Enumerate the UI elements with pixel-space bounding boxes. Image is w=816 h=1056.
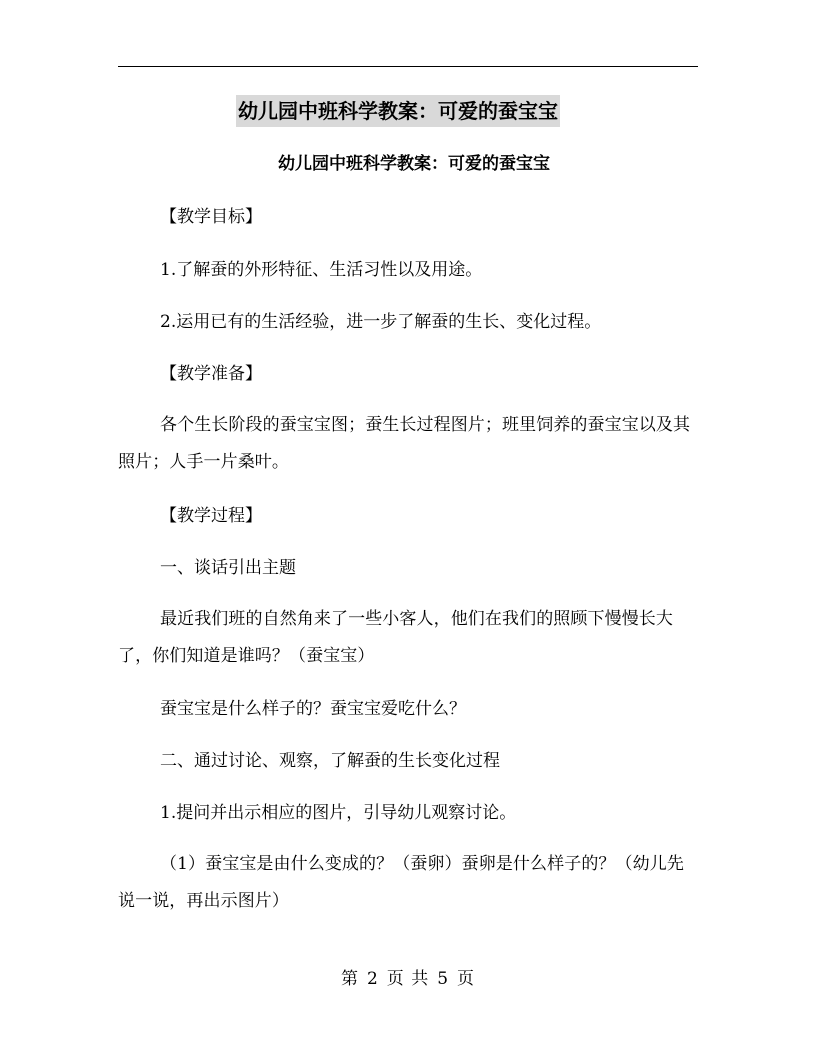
process-step-1-heading: 一、谈话引出主题 [160,558,296,578]
process-intro-paragraph: 最近我们班的自然角来了一些小客人，他们在我们的照顾下慢慢长大了，你们知道是谁吗？（蚕宝宝） [118,609,673,666]
page-label-suffix: 页 [457,969,476,989]
question-paragraph: 蚕宝宝是什么样子的？蚕宝宝爱吃什么？ [160,699,466,719]
page-label-prefix: 第 [340,969,359,989]
header-rule [118,66,698,67]
instruction-paragraph: 1.提问并出示相应的图片，引导幼儿观察讨论。 [160,803,517,823]
total-pages-number: 5 [437,969,450,989]
page-label-mid: 页 共 [386,969,430,989]
page-footer [0,966,816,992]
objective-2: 2.运用已有的生活经验，进一步了解蚕的生长、变化过程。 [160,312,602,332]
section-heading-process: 【教学过程】 [160,506,262,526]
sub-question-paragraph: （1）蚕宝宝是由什么变成的？（蚕卵）蚕卵是什么样子的？（幼儿先说一说，再出示图片） [118,854,684,911]
objective-1: 1.了解蚕的外形特征、生活习性以及用途。 [160,260,483,280]
preparation-paragraph: 各个生长阶段的蚕宝宝图；蚕生长过程图片；班里饲养的蚕宝宝以及其照片；人手一片桑叶。 [118,415,691,472]
section-heading-preparation: 【教学准备】 [160,364,262,384]
current-page-number: 2 [366,969,379,989]
running-header-title: 幼儿园中班科学教案：可爱的蚕宝宝 [236,95,560,127]
document-title: 幼儿园中班科学教案：可爱的蚕宝宝 [278,154,550,174]
section-heading-objectives: 【教学目标】 [160,207,262,227]
process-step-2-heading: 二、通过讨论、观察，了解蚕的生长变化过程 [160,751,500,771]
